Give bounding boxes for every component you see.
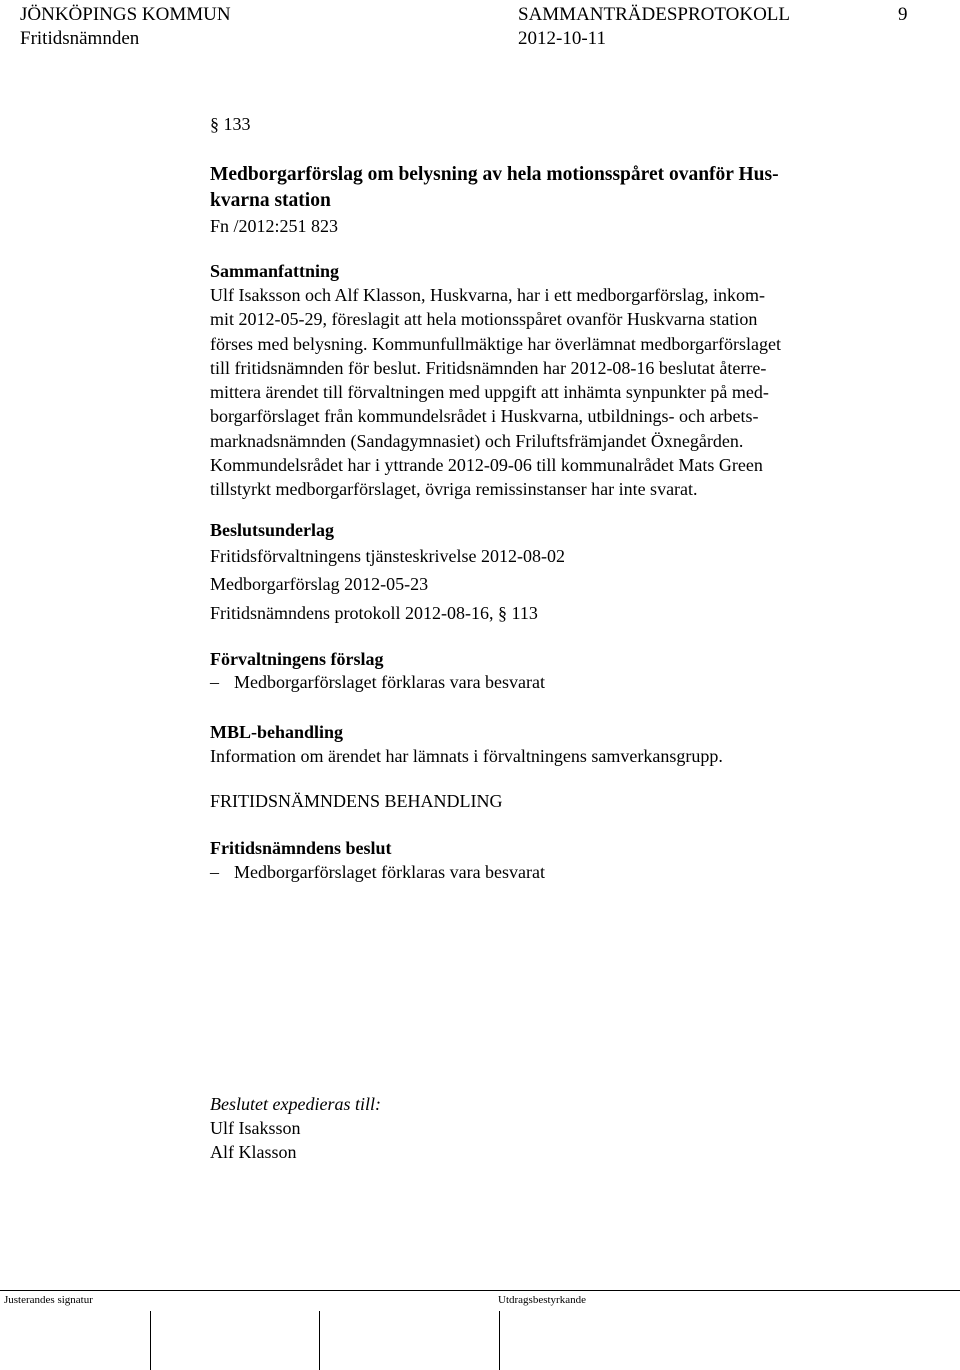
org-name: JÖNKÖPINGS KOMMUN bbox=[20, 4, 231, 25]
distribution-recipient: Alf Klasson bbox=[210, 1142, 297, 1162]
summary-line: förses med belysning. Kommunfullmäktige har överlämnat medborgarförslaget bbox=[210, 333, 782, 354]
page-number: 9 bbox=[898, 4, 908, 25]
decision-basis-item: Fritidsnämndens protokoll 2012-08-16, § 113 bbox=[210, 603, 538, 623]
signature-label: Justerandes signatur bbox=[4, 1294, 93, 1306]
summary-line: marknadsnämnden (Sandagymnasiet) och Friluftsfrämjandet Öxnegården. bbox=[210, 430, 744, 451]
administration-proposal-heading: Förvaltningens förslag bbox=[210, 649, 384, 669]
decision-basis-heading: Beslutsunderlag bbox=[210, 520, 335, 540]
document-type: SAMMANTRÄDESPROTOKOLL bbox=[518, 4, 791, 25]
section-title-line-2: kvarna station bbox=[210, 190, 331, 211]
summary-paragraph bbox=[210, 283, 910, 502]
administration-proposal-item bbox=[210, 670, 545, 694]
summary-line: borgarförslaget från kommundelsrådet i Huskvarna, utbildnings- och arbets- bbox=[210, 406, 759, 427]
proposal-text: Medborgarförslaget förklaras vara besvarat bbox=[234, 672, 546, 692]
decision-basis-item: Fritidsförvaltningens tjänsteskrivelse 2012-08-02 bbox=[210, 546, 565, 566]
dash-bullet: – bbox=[210, 672, 219, 692]
summary-heading: Sammanfattning bbox=[210, 261, 340, 281]
decision-basis-item: Medborgarförslag 2012-05-23 bbox=[210, 574, 429, 594]
footer-divider bbox=[0, 1290, 960, 1291]
attestation-label: Utdragsbestyrkande bbox=[498, 1294, 586, 1306]
summary-line: tillstyrkt medborgarförslaget, övriga remissinstanser har inte svarat. bbox=[210, 479, 698, 500]
distribution-recipient: Ulf Isaksson bbox=[210, 1118, 301, 1138]
section-title-line-1: Medborgarförslag om belysning av hela motionsspåret ovanför Hus- bbox=[210, 164, 779, 185]
signature-box-divider bbox=[319, 1311, 320, 1370]
distribution-heading: Beslutet expedieras till: bbox=[210, 1094, 381, 1114]
summary-line: Ulf Isaksson och Alf Klasson, Huskvarna, har i ett medborgarförslag, inkom- bbox=[210, 285, 766, 305]
mbl-heading: MBL-behandling bbox=[210, 722, 344, 742]
signature-box-divider bbox=[150, 1311, 151, 1370]
dash-bullet: – bbox=[210, 862, 219, 882]
signature-box-divider bbox=[499, 1311, 500, 1370]
proceedings-heading: FRITIDSNÄMNDENS BEHANDLING bbox=[210, 791, 503, 811]
decision-text: Medborgarförslaget förklaras vara besvarat bbox=[234, 862, 546, 882]
mbl-text: Information om ärendet har lämnats i förvaltningens samverkansgrupp. bbox=[210, 746, 723, 766]
committee-decision-item bbox=[210, 860, 545, 884]
case-reference: Fn /2012:251 823 bbox=[210, 216, 339, 236]
section-number: § 133 bbox=[210, 114, 251, 134]
meeting-date: 2012-10-11 bbox=[518, 28, 606, 49]
summary-line: till fritidsnämnden för beslut. Fritidsnämnden har 2012-08-16 beslutat återre- bbox=[210, 357, 767, 378]
summary-line: mittera ärendet till förvaltningen med uppgift att inhämta synpunkter på med- bbox=[210, 382, 769, 403]
committee-name: Fritidsnämnden bbox=[20, 28, 140, 49]
summary-line: mit 2012-05-29, föreslagit att hela motionsspåret ovanför Huskvarna station bbox=[210, 309, 758, 330]
committee-decision-heading: Fritidsnämndens beslut bbox=[210, 838, 392, 858]
summary-line: Kommundelsrådet har i yttrande 2012-09-06 till kommunalrådet Mats Green bbox=[210, 455, 763, 476]
